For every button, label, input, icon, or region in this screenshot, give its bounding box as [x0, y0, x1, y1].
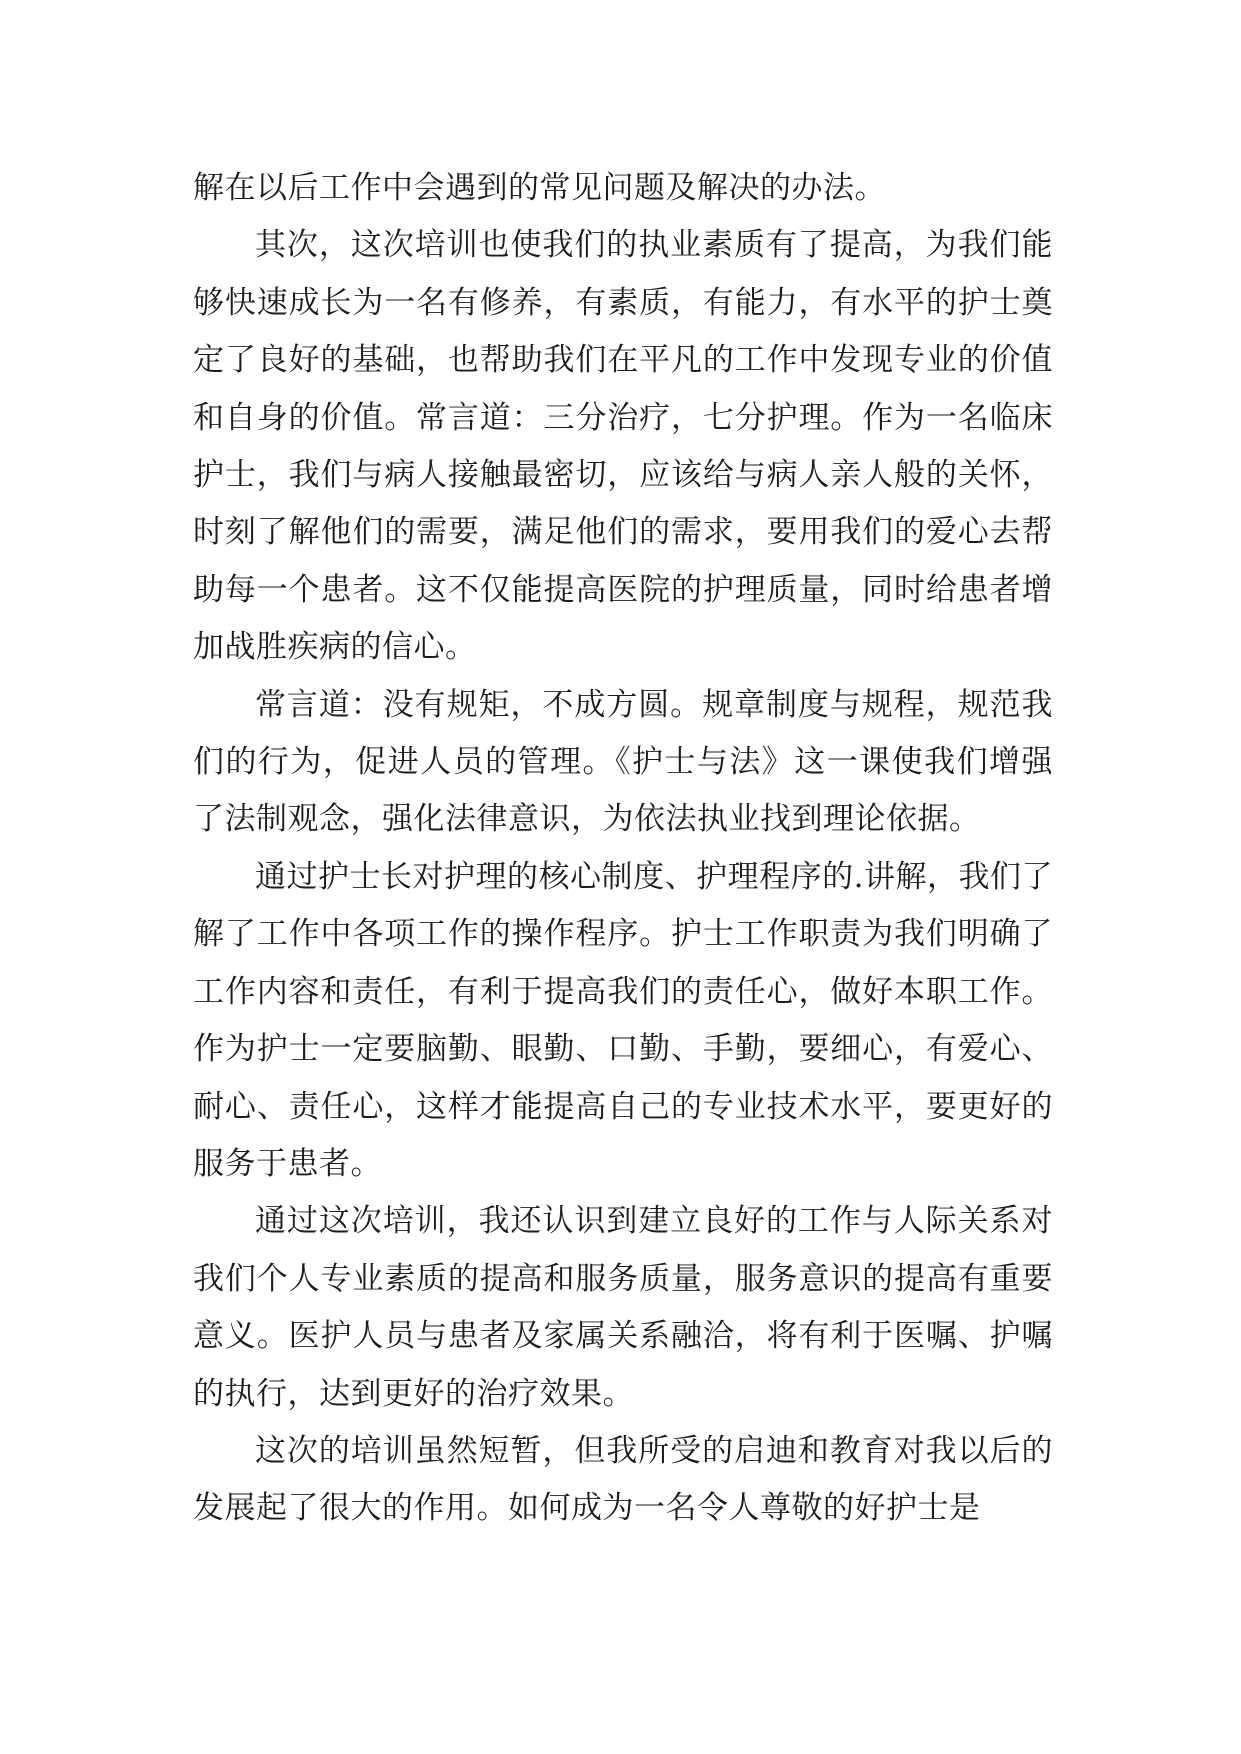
- paragraph-4: 通过护士长对护理的核心制度、护理程序的.讲解，我们了解了工作中各项工作的操作程序。护士工作职责为我们明确了工作内容和责任，有利于提高我们的责任心，做好本职工作。作为护士一定要脑勤、眼勤、口勤、手勤，要细心，有爱心、耐心、责任心，这样才能提高自己的专业技术水平，要更好的服务于患者。: [193, 858, 1053, 1182]
- paragraph-5: 通过这次培训，我还认识到建立良好的工作与人际关系对我们个人专业素质的提高和服务质量，服务意识的提高有重要意义。医护人员与患者及家属关系融洽，将有利于医嘱、护嘱的执行，达到更好的治疗效果。: [193, 1203, 1053, 1412]
- paragraph-3: 常言道：没有规矩，不成方圆。规章制度与规程，规范我们的行为，促进人员的管理。《护士与法》这一课使我们增强了法制观念，强化法律意识，为依法执业找到理论依据。: [193, 686, 1053, 838]
- paragraph-6: 这次的培训虽然短暂，但我所受的启迪和教育对我以后的发展起了很大的作用。如何成为一名令人尊敬的好护士是: [193, 1432, 1053, 1527]
- paragraph-2: 其次，这次培训也使我们的执业素质有了提高，为我们能够快速成长为一名有修养，有素质，有能力，有水平的护士奠定了良好的基础，也帮助我们在平凡的工作中发现专业的价值和自身的价值。常言道：三分治疗，七分护理。作为一名临床护士，我们与病人接触最密切，应该给与病人亲人般的关怀，时刻了解他们的需要，满足他们的需求，要用我们的爱心去帮助每一个患者。这不仅能提高医院的护理质量，同时给患者增加战胜疾病的信心。: [193, 227, 1053, 666]
- paragraph-1: 解在以后工作中会遇到的常见问题及解决的办法。: [193, 170, 886, 206]
- body-text: [193, 160, 1053, 1538]
